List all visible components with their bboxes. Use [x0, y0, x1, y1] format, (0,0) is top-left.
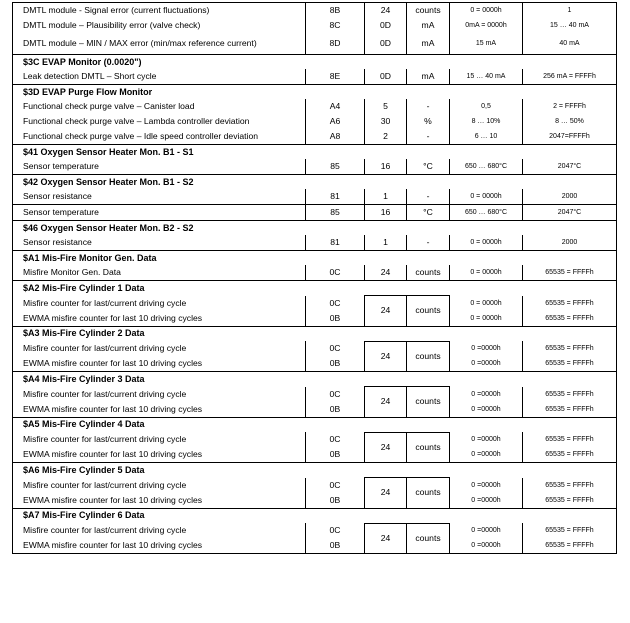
- table-row: [13, 493, 617, 509]
- description-cell: EWMA misfire counter for last 10 driving cycles: [13, 493, 306, 509]
- min-value-cell: 0 =0000h: [450, 402, 523, 418]
- section-header-row: [13, 281, 617, 296]
- section-header-row: [13, 175, 617, 190]
- section-header-row: [13, 508, 617, 523]
- max-value-cell: 40 mA: [523, 33, 617, 55]
- cid-cell: 24: [365, 478, 407, 509]
- unit-cell: mA: [407, 18, 450, 33]
- tid-cell: 0C: [306, 432, 365, 447]
- min-value-cell: 15 … 40 mA: [450, 69, 523, 85]
- max-value-cell: 256 mA = FFFFh: [523, 69, 617, 85]
- tid-cell: 8E: [306, 69, 365, 85]
- max-value-cell: 65535 = FFFFh: [523, 296, 617, 311]
- table-row: [13, 265, 617, 281]
- obd-test-table: [12, 2, 617, 554]
- tid-cell: 0B: [306, 447, 365, 463]
- description-cell: Misfire counter for last/current driving cycle: [13, 523, 306, 538]
- min-value-cell: 0 =0000h: [450, 523, 523, 538]
- description-cell: Sensor resistance: [13, 189, 306, 205]
- tid-cell: 0B: [306, 311, 365, 327]
- cid-cell: 0D: [365, 18, 407, 33]
- cid-cell: 2: [365, 129, 407, 145]
- min-value-cell: 0mA = 0000h: [450, 18, 523, 33]
- table-row: [13, 18, 617, 33]
- section-title: $A1 Mis-Fire Monitor Gen. Data: [13, 251, 617, 266]
- max-value-cell: 65535 = FFFFh: [523, 447, 617, 463]
- max-value-cell: 65535 = FFFFh: [523, 523, 617, 538]
- description-cell: Misfire Monitor Gen. Data: [13, 265, 306, 281]
- max-value-cell: 65535 = FFFFh: [523, 387, 617, 402]
- description-cell: Misfire counter for last/current driving cycle: [13, 478, 306, 493]
- min-value-cell: 0 =0000h: [450, 387, 523, 402]
- unit-cell: counts: [407, 341, 450, 372]
- max-value-cell: 65535 = FFFFh: [523, 538, 617, 554]
- unit-cell: counts: [407, 387, 450, 418]
- tid-cell: 0C: [306, 387, 365, 402]
- tid-cell: A8: [306, 129, 365, 145]
- description-cell: EWMA misfire counter for last 10 driving cycles: [13, 311, 306, 327]
- tid-cell: 8B: [306, 3, 365, 19]
- table-row: [13, 341, 617, 356]
- description-cell: Misfire counter for last/current driving cycle: [13, 341, 306, 356]
- min-value-cell: 0 = 0000h: [450, 189, 523, 205]
- cid-cell: 0D: [365, 69, 407, 85]
- section-title: $41 Oxygen Sensor Heater Mon. B1 - S1: [13, 145, 617, 160]
- description-cell: Sensor temperature: [13, 205, 306, 221]
- description-cell: EWMA misfire counter for last 10 driving cycles: [13, 538, 306, 554]
- section-title: $3D EVAP Purge Flow Monitor: [13, 85, 617, 100]
- table-row: [13, 69, 617, 85]
- table-row: [13, 402, 617, 418]
- min-value-cell: 0,5: [450, 99, 523, 114]
- max-value-cell: 65535 = FFFFh: [523, 341, 617, 356]
- cid-cell: 24: [365, 432, 407, 463]
- min-value-cell: 0 =0000h: [450, 356, 523, 372]
- cid-cell: 24: [365, 341, 407, 372]
- tid-cell: 0C: [306, 478, 365, 493]
- max-value-cell: 65535 = FFFFh: [523, 432, 617, 447]
- table-row: [13, 296, 617, 311]
- min-value-cell: 8 … 10%: [450, 114, 523, 129]
- section-title: $A7 Mis-Fire Cylinder 6 Data: [13, 508, 617, 523]
- cid-cell: 16: [365, 159, 407, 175]
- section-title: $3C EVAP Monitor (0.0020"): [13, 55, 617, 70]
- unit-cell: counts: [407, 478, 450, 509]
- max-value-cell: 65535 = FFFFh: [523, 493, 617, 509]
- unit-cell: -: [407, 235, 450, 251]
- tid-cell: A6: [306, 114, 365, 129]
- min-value-cell: 650 … 680°C: [450, 205, 523, 221]
- unit-cell: °C: [407, 205, 450, 221]
- max-value-cell: 2 = FFFFh: [523, 99, 617, 114]
- section-title: $A5 Mis-Fire Cylinder 4 Data: [13, 417, 617, 432]
- max-value-cell: 2047°C: [523, 205, 617, 221]
- section-header-row: [13, 55, 617, 70]
- min-value-cell: 0 = 0000h: [450, 265, 523, 281]
- min-value-cell: 0 = 0000h: [450, 311, 523, 327]
- tid-cell: 0B: [306, 356, 365, 372]
- min-value-cell: 0 = 0000h: [450, 296, 523, 311]
- max-value-cell: 2047°C: [523, 159, 617, 175]
- description-cell: DMTL module – MIN / MAX error (min/max reference current): [13, 33, 306, 55]
- table-body: [13, 3, 617, 554]
- tid-cell: 0C: [306, 265, 365, 281]
- tid-cell: 0B: [306, 493, 365, 509]
- cid-cell: 24: [365, 523, 407, 554]
- tid-cell: 0B: [306, 538, 365, 554]
- section-title: $A6 Mis-Fire Cylinder 5 Data: [13, 463, 617, 478]
- section-header-row: [13, 463, 617, 478]
- max-value-cell: 2047=FFFFh: [523, 129, 617, 145]
- table-row: [13, 189, 617, 205]
- table-row: [13, 235, 617, 251]
- section-header-row: [13, 145, 617, 160]
- description-cell: Sensor resistance: [13, 235, 306, 251]
- description-cell: Functional check purge valve – Idle speed controller deviation: [13, 129, 306, 145]
- description-cell: EWMA misfire counter for last 10 driving cycles: [13, 402, 306, 418]
- max-value-cell: 1: [523, 3, 617, 19]
- min-value-cell: 0 = 0000h: [450, 3, 523, 19]
- tid-cell: 85: [306, 159, 365, 175]
- tid-cell: 81: [306, 235, 365, 251]
- unit-cell: counts: [407, 432, 450, 463]
- unit-cell: -: [407, 129, 450, 145]
- cid-cell: 24: [365, 265, 407, 281]
- tid-cell: 0B: [306, 402, 365, 418]
- cid-cell: 1: [365, 235, 407, 251]
- section-header-row: [13, 326, 617, 341]
- cid-cell: 24: [365, 3, 407, 19]
- table-row: [13, 99, 617, 114]
- table-row: [13, 432, 617, 447]
- unit-cell: mA: [407, 33, 450, 55]
- max-value-cell: 65535 = FFFFh: [523, 478, 617, 493]
- description-cell: Functional check purge valve – Lambda controller deviation: [13, 114, 306, 129]
- tid-cell: 0C: [306, 523, 365, 538]
- unit-cell: counts: [407, 296, 450, 327]
- table-row: [13, 478, 617, 493]
- table-row: [13, 114, 617, 129]
- min-value-cell: 15 mA: [450, 33, 523, 55]
- cid-cell: 16: [365, 205, 407, 221]
- table-row: [13, 129, 617, 145]
- description-cell: Misfire counter for last/current driving cycle: [13, 432, 306, 447]
- unit-cell: counts: [407, 523, 450, 554]
- min-value-cell: 650 … 680°C: [450, 159, 523, 175]
- section-title: $A4 Mis-Fire Cylinder 3 Data: [13, 372, 617, 387]
- min-value-cell: 0 =0000h: [450, 478, 523, 493]
- unit-cell: -: [407, 99, 450, 114]
- table-row: [13, 311, 617, 327]
- unit-cell: °C: [407, 159, 450, 175]
- cid-cell: 24: [365, 387, 407, 418]
- table-row: [13, 33, 617, 55]
- min-value-cell: 0 = 0000h: [450, 235, 523, 251]
- tid-cell: 85: [306, 205, 365, 221]
- section-header-row: [13, 251, 617, 266]
- cid-cell: 24: [365, 296, 407, 327]
- section-header-row: [13, 372, 617, 387]
- min-value-cell: 0 =0000h: [450, 341, 523, 356]
- cid-cell: 5: [365, 99, 407, 114]
- max-value-cell: 65535 = FFFFh: [523, 265, 617, 281]
- description-cell: Leak detection DMTL – Short cycle: [13, 69, 306, 85]
- description-cell: EWMA misfire counter for last 10 driving cycles: [13, 356, 306, 372]
- table-row: [13, 387, 617, 402]
- table-row: [13, 447, 617, 463]
- table-row: [13, 523, 617, 538]
- description-cell: EWMA misfire counter for last 10 driving cycles: [13, 447, 306, 463]
- max-value-cell: 65535 = FFFFh: [523, 356, 617, 372]
- min-value-cell: 0 =0000h: [450, 493, 523, 509]
- min-value-cell: 0 =0000h: [450, 447, 523, 463]
- section-title: $46 Oxygen Sensor Heater Mon. B2 - S2: [13, 221, 617, 236]
- description-cell: Sensor temperature: [13, 159, 306, 175]
- cid-cell: 0D: [365, 33, 407, 55]
- table-row: [13, 159, 617, 175]
- max-value-cell: 65535 = FFFFh: [523, 311, 617, 327]
- description-cell: Misfire counter for last/current driving cycle: [13, 387, 306, 402]
- tid-cell: 0C: [306, 341, 365, 356]
- tid-cell: A4: [306, 99, 365, 114]
- section-header-row: [13, 85, 617, 100]
- unit-cell: counts: [407, 265, 450, 281]
- unit-cell: %: [407, 114, 450, 129]
- description-cell: DMTL module - Signal error (current fluctuations): [13, 3, 306, 19]
- max-value-cell: 8 … 50%: [523, 114, 617, 129]
- max-value-cell: 2000: [523, 235, 617, 251]
- max-value-cell: 15 … 40 mA: [523, 18, 617, 33]
- description-cell: Functional check purge valve – Canister load: [13, 99, 306, 114]
- max-value-cell: 2000: [523, 189, 617, 205]
- table-row: [13, 205, 617, 221]
- min-value-cell: 6 … 10: [450, 129, 523, 145]
- cid-cell: 1: [365, 189, 407, 205]
- section-header-row: [13, 417, 617, 432]
- min-value-cell: 0 =0000h: [450, 432, 523, 447]
- table-row: [13, 538, 617, 554]
- section-title: $A3 Mis-Fire Cylinder 2 Data: [13, 326, 617, 341]
- max-value-cell: 65535 = FFFFh: [523, 402, 617, 418]
- tid-cell: 0C: [306, 296, 365, 311]
- section-header-row: [13, 221, 617, 236]
- tid-cell: 81: [306, 189, 365, 205]
- tid-cell: 8D: [306, 33, 365, 55]
- description-cell: DMTL module – Plausibility error (valve check): [13, 18, 306, 33]
- cid-cell: 30: [365, 114, 407, 129]
- table-row: [13, 3, 617, 19]
- table-row: [13, 356, 617, 372]
- unit-cell: counts: [407, 3, 450, 19]
- tid-cell: 8C: [306, 18, 365, 33]
- section-title: $A2 Mis-Fire Cylinder 1 Data: [13, 281, 617, 296]
- unit-cell: mA: [407, 69, 450, 85]
- min-value-cell: 0 =0000h: [450, 538, 523, 554]
- unit-cell: -: [407, 189, 450, 205]
- description-cell: Misfire counter for last/current driving cycle: [13, 296, 306, 311]
- section-title: $42 Oxygen Sensor Heater Mon. B1 - S2: [13, 175, 617, 190]
